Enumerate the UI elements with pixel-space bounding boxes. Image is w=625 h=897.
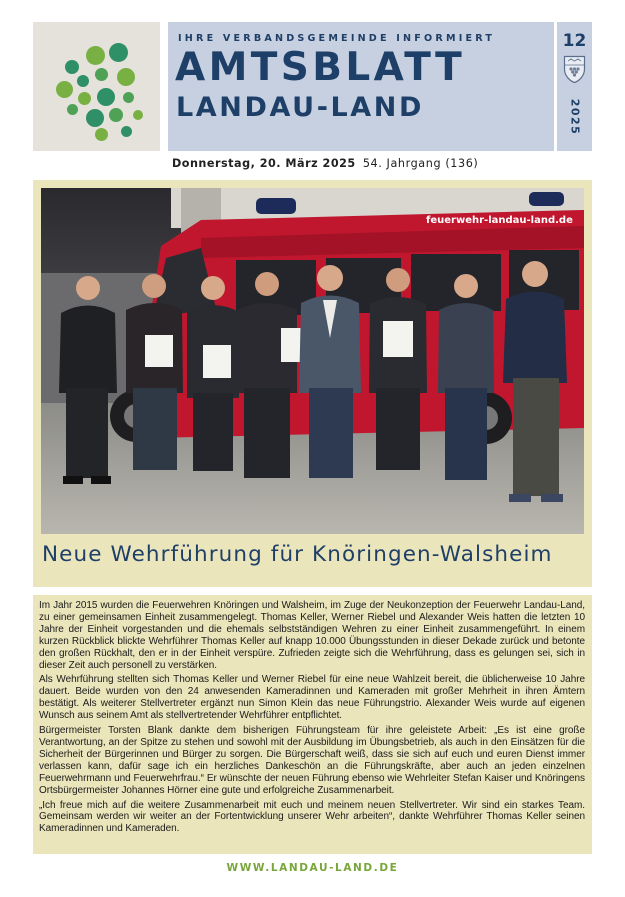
article-paragraph: Im Jahr 2015 wurden die Feuerwehren Knöringen und Walsheim, im Zuge der Neukonzeption der Feuerwehr Landau-Land, zu einer gemeinsamen Einheit zusammengelegt. Thomas Keller, Werner Riebel und Alexander Weis hatten die letzten 10 Jahre der Einheit vorgestanden und die ehemals selbstständigen Wehren zu einer Einheit zusammengeführt. In einem kurzen Rückblick blickte Wehrführer Thomas Keller auf knapp 10.000 Übungsstunden in dieser Dekade zurück und betonte den großen Rückhalt, den er in der Einheit verspüre. Zufrieden zeigte sich die Wehrführung, dass es gelungen sei, sich in dieser Zeit auch personell zu verstärken. <box>39 600 585 671</box>
feature-block <box>33 180 592 587</box>
article-paragraph: Als Wehrführung stellten sich Thomas Keller und Werner Riebel für eine neue Wahlzeit bereit, die üblicherweise 10 Jahre dauert. Beide wurden von den 24 anwesenden Kameradinnen und Kameraden mit großer Mehrheit in ihren Ämtern bestätigt. Als weiterer Stellvertreter ergänzt nun Simon Klein das neue Führungstrio. Alexander Weis wurde auf eigenen Wunsch aus seinem Amt als stellvertretender Wehrführer entpflichtet. <box>39 674 585 722</box>
vine-crest-icon <box>563 55 586 84</box>
group-photo-illustration <box>41 188 584 534</box>
volume: 54. Jahrgang (136) <box>362 157 479 170</box>
masthead <box>168 22 554 151</box>
dot-cluster-logo-icon <box>33 22 160 151</box>
issue-number: 12 <box>562 31 587 51</box>
logo <box>33 22 160 151</box>
group-photo <box>41 188 584 534</box>
vehicle-lettering: feuerwehr-landau-land.de <box>426 215 573 226</box>
title-line-2: LANDAU-LAND <box>176 92 425 123</box>
issue-year: 2025 <box>568 98 582 136</box>
footer-url[interactable]: WWW.LANDAU-LAND.DE <box>226 862 399 874</box>
article-paragraph: Bürgermeister Torsten Blank dankte dem bisherigen Führungsteam für ihre geleistete Arbeit: „Es ist eine große Verantwortung, an der Spitze zu stehen und sowohl mit der Ausbildung im Übungsbetrieb, als auch in den Einsätzen für die Sicherheit der Bürgerinnen und Bürger zu sorgen. Die Bürgerschaft weiß, dass sie sich auf euch und euren Dienst immer verlassen kann, dafür sage ich ein herzliches Dankeschön an die Führungskräfte, aber auch an jeden einzelnen Feuerwehrmann und Feuerwehrfrau.“ Er wünschte der neuen Führung ebenso wie Wehrleiter Stefan Kaiser und Knöringens Ortsbürgermeister Johannes Hörner eine gute und erfolgreiche Zusammenarbeit. <box>39 725 585 796</box>
article-paragraph: „Ich freue mich auf die weitere Zusammenarbeit mit euch und meinem neuen Stellvertreter. Wir sind ein starkes Team. Gemeinsam werden wir weiter an der Fortentwicklung unserer Wehr arbeiten“, dankte Wehrführer Thomas Keller seinen Kameradinnen und Kameraden. <box>39 799 585 835</box>
issue-box <box>557 22 592 151</box>
headline: Neue Wehrführung für Knöringen-Walsheim <box>42 542 553 567</box>
title-line-1: AMTSBLATT <box>175 45 466 90</box>
dateline <box>172 157 478 170</box>
article-body <box>33 595 592 854</box>
kicker: IHRE VERBANDSGEMEINDE INFORMIERT <box>178 33 496 44</box>
issue-date: Donnerstag, 20. März 2025 <box>172 157 356 170</box>
